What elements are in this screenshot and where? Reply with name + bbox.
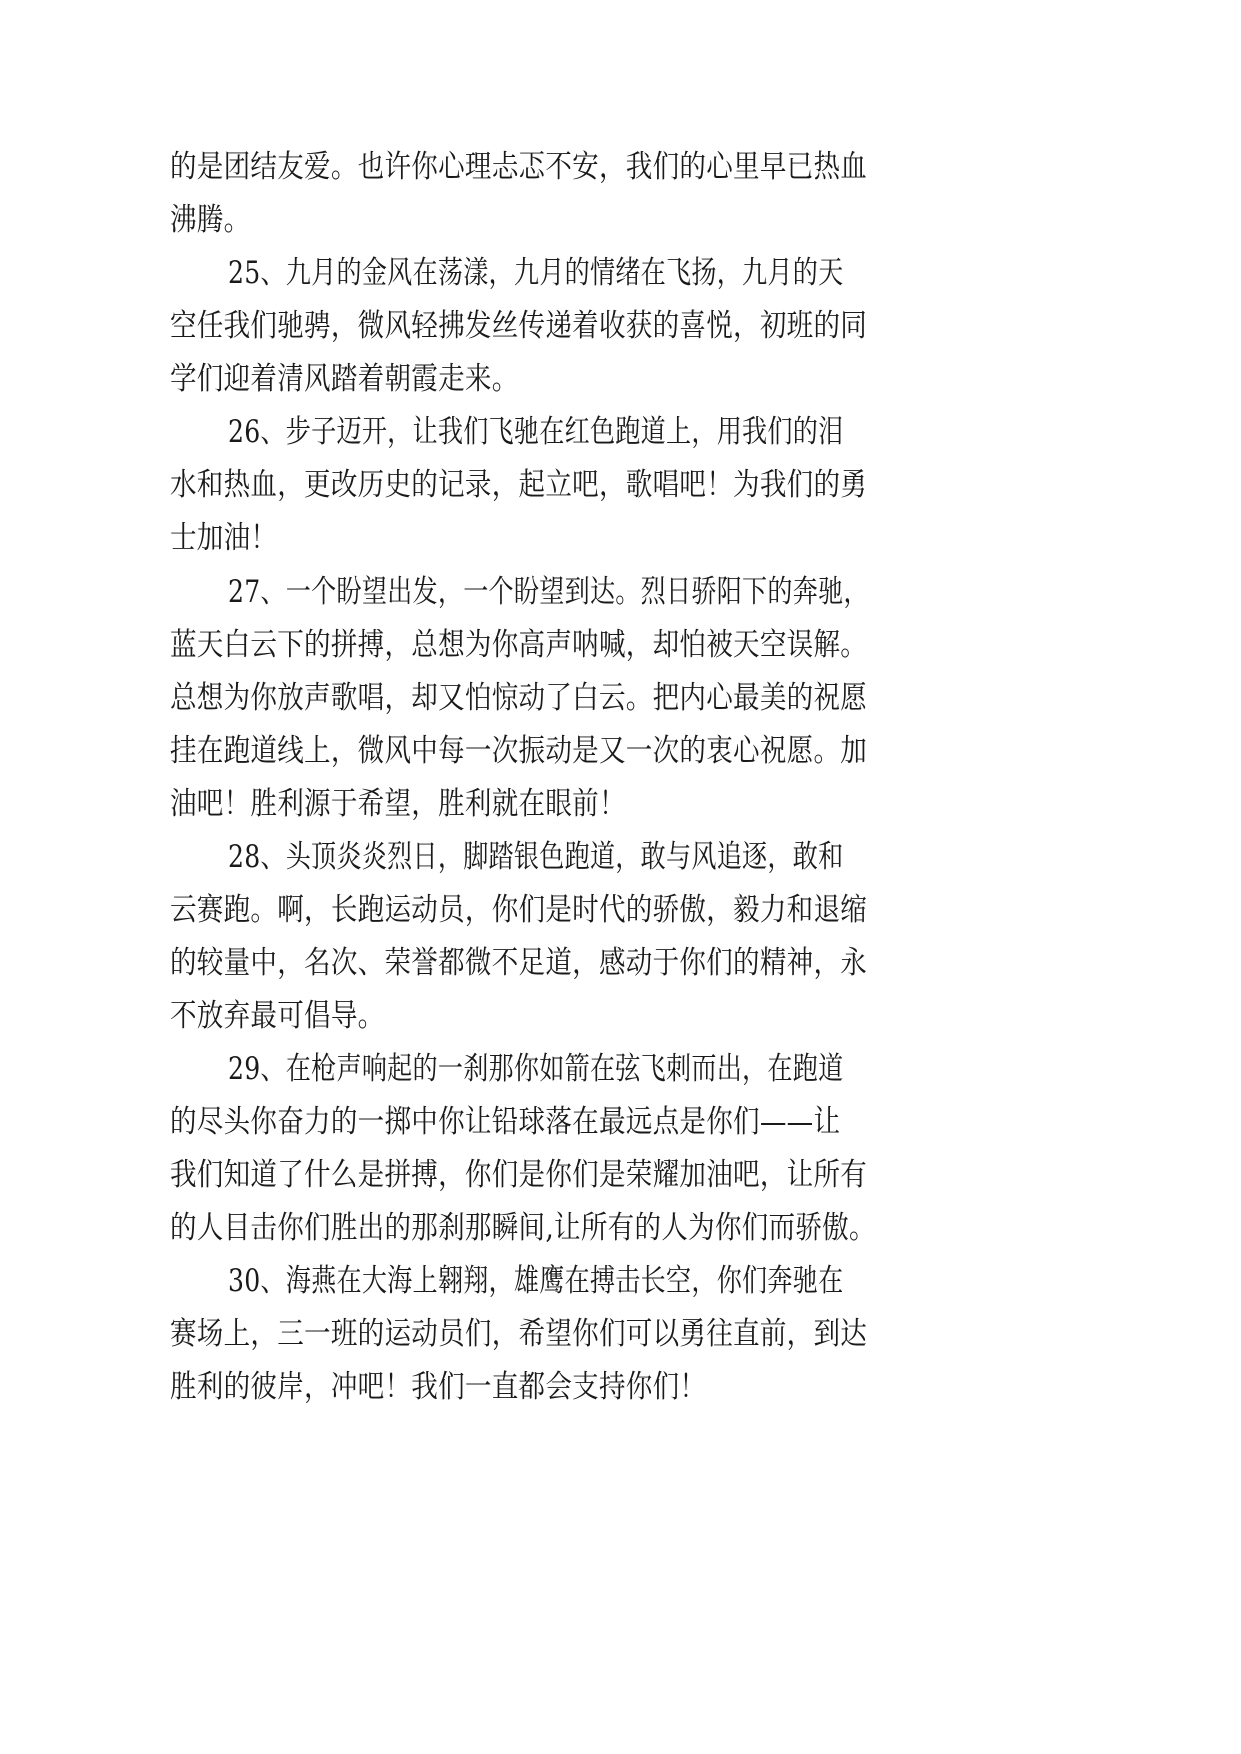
text-line: 的是团结友爱。也许你心理忐忑不安，我们的心里早已热血 [170, 149, 868, 185]
text-line: 油吧！胜利源于希望，胜利就在眼前！ [170, 786, 626, 822]
text-line: 士加油！ [170, 520, 278, 556]
text-line: 学们迎着清风踏着朝霞走来。 [170, 361, 519, 397]
text-line: 挂在跑道线上，微风中每一次振动是又一次的衷心祝愿。加 [170, 733, 868, 769]
text-line: 云赛跑。啊，长跑运动员，你们是时代的骄傲，毅力和退缩 [170, 892, 868, 928]
text-line: 我们知道了什么是拼搏，你们是你们是荣耀加油吧，让所有 [170, 1157, 868, 1193]
text-line: 水和热血，更改历史的记录，起立吧，歌唱吧！为我们的勇 [170, 467, 868, 503]
text-line: 胜利的彼岸，冲吧！我们一直都会支持你们！ [170, 1369, 707, 1405]
paragraph-28-line-1: 28、头顶炎炎烈日，脚踏银色跑道，敢与风追逐，敢和 [228, 839, 844, 875]
text-line: 沸腾。 [170, 202, 251, 238]
paragraph-27-line-1: 27、一个盼望出发，一个盼望到达。烈日骄阳下的奔驰， [228, 574, 869, 610]
paragraph-29-line-1: 29、在枪声响起的一刹那你如箭在弦飞刺而出，在跑道 [228, 1051, 844, 1087]
text-line: 的人目击你们胜出的那刹那瞬间,让所有的人为你们而骄傲。 [170, 1210, 876, 1246]
text-line: 赛场上，三一班的运动员们，希望你们可以勇往直前，到达 [170, 1316, 868, 1352]
text-line: 蓝天白云下的拼搏，总想为你高声呐喊，却怕被天空误解。 [170, 627, 868, 663]
paragraph-25-line-1: 25、九月的金风在荡漾，九月的情绪在飞扬，九月的天 [228, 255, 844, 291]
text-line: 的较量中，名次、荣誉都微不足道，感动于你们的精神，永 [170, 945, 868, 981]
paragraph-30-line-1: 30、海燕在大海上翱翔，雄鹰在搏击长空，你们奔驰在 [228, 1263, 844, 1299]
text-line: 总想为你放声歌唱，却又怕惊动了白云。把内心最美的祝愿 [170, 680, 868, 716]
text-line: 空任我们驰骋，微风轻拂发丝传递着收获的喜悦，初班的同 [170, 308, 868, 344]
text-line: 的尽头你奋力的一掷中你让铅球落在最远点是你们——让 [170, 1104, 841, 1140]
paragraph-26-line-1: 26、步子迈开，让我们飞驰在红色跑道上，用我们的泪 [228, 414, 844, 450]
text-line: 不放弃最可倡导。 [170, 998, 385, 1034]
